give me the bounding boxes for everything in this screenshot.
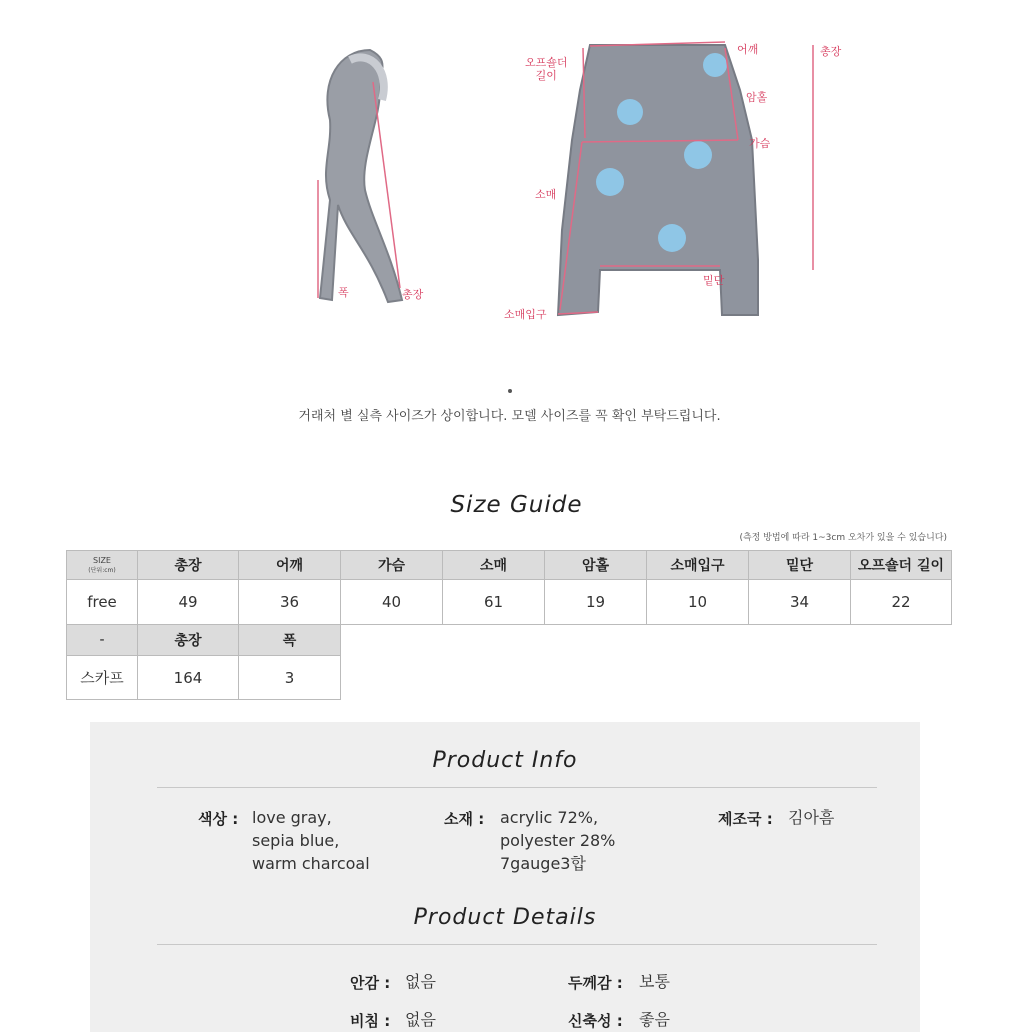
scarf-drawing <box>318 50 402 302</box>
product-info-title: Product Info <box>432 748 578 773</box>
table-row <box>67 656 341 700</box>
col-header: 소매 <box>443 551 545 580</box>
lining-value: 없음 <box>405 972 436 991</box>
sleeve-label: 소매 <box>535 188 557 201</box>
table-cell: 19 <box>545 580 647 625</box>
col-header: 가슴 <box>341 551 443 580</box>
material-line: acrylic 72%, <box>500 808 599 827</box>
col-header: 총장 <box>138 625 239 656</box>
table-cell: 49 <box>138 580 239 625</box>
size-guide-title: Size Guide <box>450 492 583 518</box>
material-value <box>500 806 615 875</box>
origin-value: 김아흠 <box>788 808 835 827</box>
material-line: 7gauge3합 <box>500 854 586 873</box>
origin-label: 제조국 : <box>718 810 773 828</box>
table-cell: 3 <box>239 656 341 700</box>
total-length-label: 총장 <box>820 45 842 58</box>
color-value <box>252 806 370 875</box>
color-label: 색상 : <box>198 810 239 828</box>
offshoulder-label: 오프숄더 길이 <box>525 56 568 82</box>
size-header-row <box>67 551 952 580</box>
divider <box>157 787 877 788</box>
scarf-name-cell: 스카프 <box>67 656 138 700</box>
table-cell: 164 <box>138 656 239 700</box>
stretch-value: 좋음 <box>639 1010 670 1029</box>
col-header: 오프숄더 길이 <box>851 551 952 580</box>
size-notice: 거래처 별 실측 사이즈가 상이합니다. 모델 사이즈를 꼭 확인 부탁드립니다. <box>298 409 721 424</box>
material-label: 소재 : <box>444 810 485 828</box>
size-unit-header <box>67 551 138 580</box>
bullet-dot <box>508 389 512 393</box>
sheer-label: 비침 : <box>350 1012 391 1030</box>
col-header: 소매입구 <box>647 551 749 580</box>
scarf-width-label: 폭 <box>338 286 349 299</box>
table-cell: 61 <box>443 580 545 625</box>
col-header: 총장 <box>138 551 239 580</box>
size-header-main: SIZE <box>93 555 111 565</box>
size-table <box>66 550 952 625</box>
color-line: love gray, <box>252 808 332 827</box>
size-guide-subnote: (측정 방법에 따라 1~3cm 오차가 있을 수 있습니다) <box>739 533 947 543</box>
thickness-label: 두께감 : <box>568 974 623 992</box>
col-header: 어깨 <box>239 551 341 580</box>
cuff-label: 소매입구 <box>504 308 547 321</box>
product-details-title: Product Details <box>413 905 597 930</box>
divider <box>157 944 877 945</box>
table-cell: 36 <box>239 580 341 625</box>
garment-illustration <box>300 30 860 330</box>
col-header: 암홀 <box>545 551 647 580</box>
scarf-dash-header: - <box>67 625 138 656</box>
size-header-sub: (단위:cm) <box>88 566 116 574</box>
color-line: warm charcoal <box>252 854 370 873</box>
shoulder-label: 어깨 <box>737 43 759 56</box>
table-cell: 22 <box>851 580 952 625</box>
table-cell: 40 <box>341 580 443 625</box>
armhole-label: 암홀 <box>746 91 768 104</box>
table-cell: 10 <box>647 580 749 625</box>
material-line: polyester 28% <box>500 831 616 850</box>
size-name-cell: free <box>67 580 138 625</box>
color-line: sepia blue, <box>252 831 340 850</box>
table-cell: 34 <box>749 580 851 625</box>
scarf-length-label: 총장 <box>402 288 424 301</box>
thickness-value: 보통 <box>639 972 670 991</box>
scarf-size-table <box>66 624 341 700</box>
col-header: 밑단 <box>749 551 851 580</box>
scarf-header-row <box>67 625 341 656</box>
sheer-value: 없음 <box>405 1010 436 1029</box>
col-header: 폭 <box>239 625 341 656</box>
lining-label: 안감 : <box>350 974 391 992</box>
hem-label: 밑단 <box>703 274 725 287</box>
chest-label: 가슴 <box>749 137 771 150</box>
product-info-panel <box>90 722 920 1032</box>
stretch-label: 신축성 : <box>568 1012 623 1030</box>
table-row <box>67 580 952 625</box>
sweater-drawing <box>558 42 813 315</box>
